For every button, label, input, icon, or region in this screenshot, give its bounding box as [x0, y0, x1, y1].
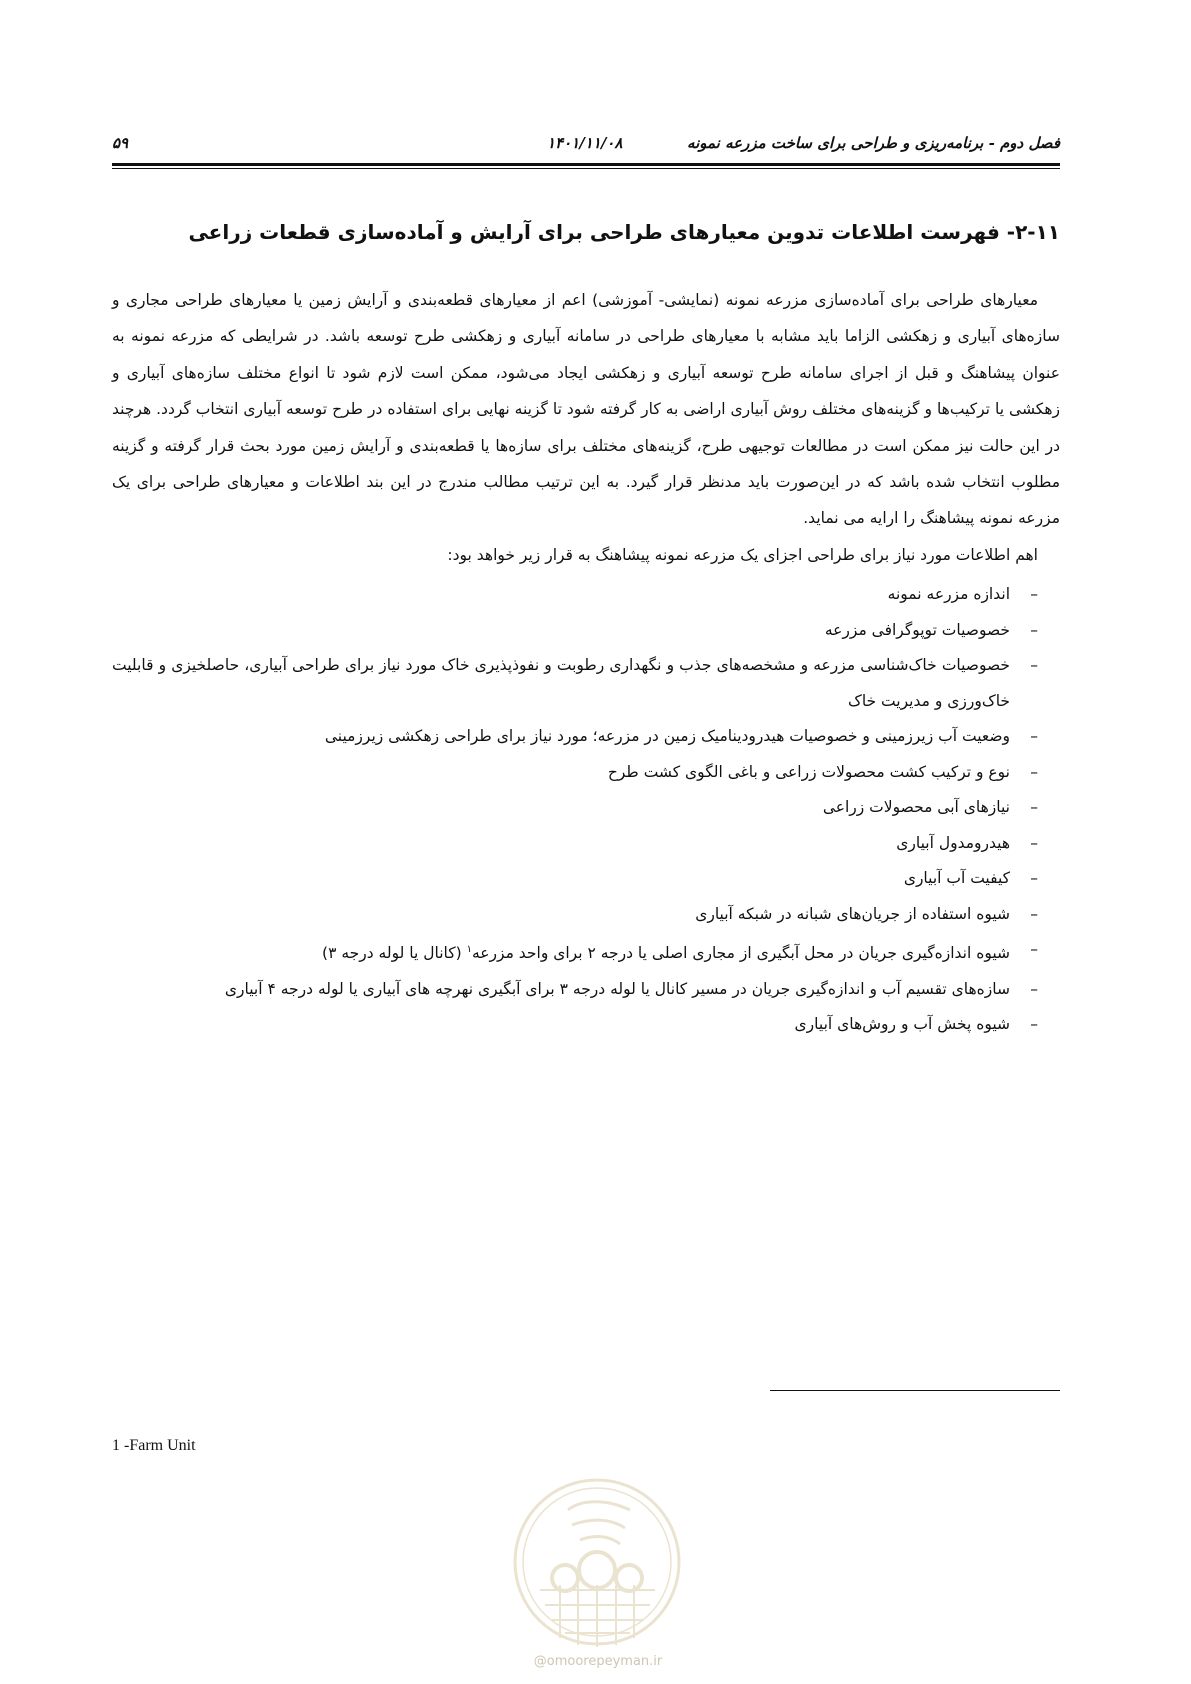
list-item: – کیفیت آب آبیاری — [112, 861, 1038, 897]
body-text — [112, 282, 1060, 1043]
dash-bullet: – — [1030, 904, 1038, 923]
list-intro: اهم اطلاعات مورد نیاز برای طراحی اجزای یک مزرعه نمونه پیشاهنگ به قرار زیر خواهد بود: — [447, 545, 1038, 564]
header-rule-thin — [112, 168, 1060, 169]
footnote-marker[interactable]: ۱ — [466, 944, 472, 956]
watermark-logo-icon — [510, 1470, 685, 1655]
list-item: – شیوه استفاده از جریان‌های شبانه در شبکه آبیاری — [112, 897, 1038, 933]
dash-bullet: – — [1030, 940, 1038, 959]
dash-bullet: – — [1030, 762, 1038, 781]
list-item: – نوع و ترکیب کشت محصولات زراعی و باغی الگوی کشت طرح — [112, 755, 1038, 791]
list-item: – نیازهای آبی محصولات زراعی — [112, 790, 1038, 826]
dash-bullet: – — [1030, 1015, 1038, 1034]
header-rule-thick — [112, 163, 1060, 166]
page-number: ۵۹ — [112, 134, 129, 152]
dash-bullet: – — [1030, 727, 1038, 746]
dash-bullet: – — [1030, 979, 1038, 998]
dash-bullet: – — [1030, 620, 1038, 639]
dash-bullet: – — [1030, 656, 1038, 675]
dash-bullet: – — [1030, 585, 1038, 604]
chapter-title: فصل دوم - برنامه‌ریزی و طراحی برای ساخت مزرعه نمونه — [687, 134, 1060, 152]
list-item: – اندازه مزرعه نمونه — [112, 577, 1038, 613]
list-item: – هیدرومدول آبیاری — [112, 826, 1038, 862]
section-heading: ۲-۱۱- فهرست اطلاعات تدوین معیارهای طراحی برای آرایش و آماده‌سازی قطعات زراعی — [188, 220, 1060, 244]
list-item: – شیوه پخش آب و روش‌های آبیاری — [112, 1007, 1038, 1043]
page-header — [112, 128, 1060, 164]
list-item-footnoted: – شیوه اندازه‌گیری جریان در محل آبگیری از مجاری اصلی یا درجه ۲ برای واحد مزرعه$^۱$ (کانال یا لوله درجه ۳) — [112, 932, 1038, 972]
dash-bullet: – — [1030, 798, 1038, 817]
list-item: – سازه‌های تقسیم آب و اندازه‌گیری جریان در مسیر کانال یا لوله درجه ۳ برای آبگیری نهرچه های آبیاری یا لوله درجه ۴ آبیاری — [112, 972, 1038, 1008]
requirements-list — [112, 577, 1060, 1043]
header-date: ۱۴۰۱/۱۱/۰۸ — [547, 134, 623, 152]
watermark-site: @omoorepeyman.ir — [533, 1654, 663, 1669]
list-item: – خصوصیات توپوگرافی مزرعه — [112, 613, 1038, 649]
footnote-text: 1 -Farm Unit — [112, 1437, 196, 1454]
footnote-rule — [770, 1390, 1060, 1391]
dash-bullet: – — [1030, 833, 1038, 852]
dash-bullet: – — [1030, 869, 1038, 888]
list-item: – وضعیت آب زیرزمینی و خصوصیات هیدرودینامیک زمین در مزرعه؛ مورد نیاز برای طراحی زهکشی زیرزمینی — [112, 719, 1038, 755]
body-paragraph: معیارهای طراحی برای آماده‌سازی مزرعه نمونه (نمایشی- آموزشی) اعم از معیارهای قطعه‌بندی و آرایش زمین یا معیارهای طراحی مجاری و سازه‌های آبیاری و زهکشی الزاما باید مشابه با معیارهای طراحی در سامانه آبیاری و زهکشی طرح توسعه باشد. در شرایطی که مزرعه نمونه به عنوان پیشاهنگ و قبل از اجرای سامانه طرح توسعه آبیاری و زهکشی ایجاد می‌شود، ممکن است لازم شود تا انواع مختلف سازه‌های آبیاری و زهکشی یا ترکیب‌ها و گزینه‌های مختلف روش آبیاری اراضی به کار گرفته شود تا گزینه نهایی برای استفاده در طرح توسعه آبیاری انتخاب گردد. هرچند در این حالت نیز ممکن است در مطالعات توجیهی طرح، گزینه‌های مختلف برای سازه‌ها یا قطعه‌بندی و آرایش زمین مورد بحث قرار گرفته و گزینه مطلوب انتخاب شده باشد که در این‌صورت باید مدنظر قرار گیرد. به این ترتیب مطالب مندرج در این بند اطلاعات و معیارهای طراحی برای یک مزرعه نمونه پیشاهنگ را ارایه می نماید. — [112, 291, 1060, 528]
list-item: – خصوصیات خاک‌شناسی مزرعه و مشخصه‌های جذب و نگهداری رطوبت و نفوذپذیری خاک مورد نیاز برای طراحی آبیاری، حاصلخیزی و قابلیت خاک‌ورزی و مدیریت خاک — [112, 648, 1038, 719]
